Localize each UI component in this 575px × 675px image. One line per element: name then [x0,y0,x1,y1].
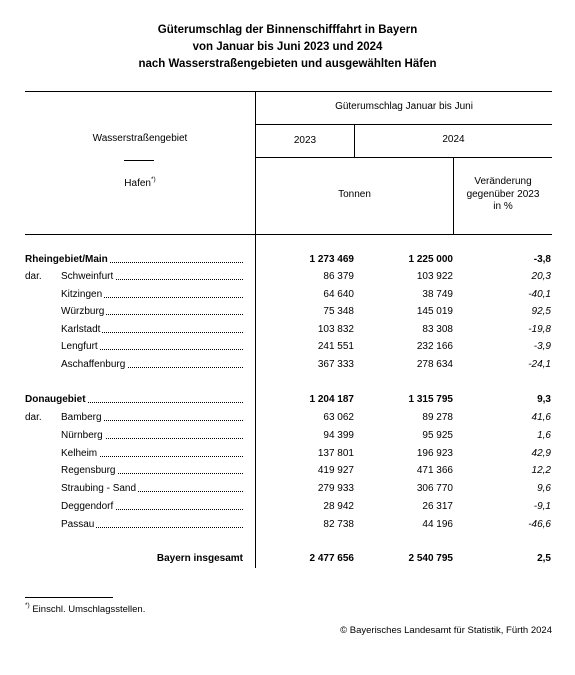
group-row-rhein [0,251,575,268]
port-name: Regensburg [61,465,116,476]
port-row-kitzingen [0,286,575,303]
value-2024: 103 922 [416,271,453,282]
port-name: Deggendorf [61,501,114,512]
row-prefix: dar. [25,271,42,282]
value-2024: 26 317 [422,501,453,512]
value-2023: 1 204 187 [309,394,354,405]
change-percent: 41,6 [531,412,551,423]
header-year-rule [256,157,552,158]
value-2023: 279 933 [317,483,354,494]
value-2023: 241 551 [317,341,354,352]
total-label: Bayern insgesamt [156,553,243,564]
value-2023: 63 062 [323,412,354,423]
value-2023: 103 832 [317,323,354,335]
value-2024: 145 019 [416,306,453,317]
value-2024: 2 540 795 [408,553,453,564]
port-row-nuernberg [0,427,575,444]
port-name: Straubing - Sand [61,483,137,494]
value-2024: 471 366 [416,465,453,476]
value-2024: 89 278 [422,412,453,423]
port-name: Kelheim [61,448,98,459]
port-row-deggendorf [0,498,575,515]
group-name: Rheingebiet/Main [25,254,108,265]
change-percent: -46,6 [528,519,551,530]
value-2024: 306 770 [416,483,453,494]
header-stub-bottom [25,178,255,189]
header-change-line-3: in % [493,201,513,212]
change-percent: 9,6 [537,483,551,494]
header-bottom-rule [25,234,552,235]
port-name: Nürnberg [61,430,103,441]
value-2023: 94 399 [323,430,354,441]
value-2024: 95 925 [422,430,453,441]
value-2024: 196 923 [416,448,453,459]
port-name: Kitzingen [61,288,103,300]
footnote-text: Einschl. Umschlagsstellen. [29,604,146,615]
change-percent: -9,1 [533,501,551,512]
change-percent: 2,5 [537,553,551,564]
port-name: Aschaffenburg [61,358,126,370]
value-2023: 86 379 [323,271,354,282]
header-top-rule [25,91,552,92]
footnote-rule [25,597,113,598]
port-name: Schweinfurt [61,271,114,282]
header-stub-top: Wasserstraßengebiet [92,133,188,144]
value-2023: 82 738 [323,519,354,530]
port-name: Lengfurt [61,341,98,352]
value-2024: 83 308 [422,323,453,335]
change-percent: 20,3 [531,271,551,282]
footnote [25,604,145,615]
change-percent: 42,9 [531,448,551,459]
port-row-aschaffenburg [0,356,575,373]
port-row-wuerzburg [0,303,575,320]
value-2024: 44 196 [422,519,453,530]
value-2023: 137 801 [317,448,354,459]
header-hafen-note: *) [150,176,156,183]
header-change [454,176,552,214]
port-row-schweinfurt [0,268,575,285]
port-name: Bamberg [61,412,102,423]
change-percent: -24,1 [528,358,551,370]
change-percent: -19,8 [528,323,551,335]
change-percent: -3,9 [533,341,551,352]
value-2023: 419 927 [317,465,354,476]
port-row-passau [0,516,575,533]
group-name: Donaugebiet [25,394,86,405]
port-row-regensburg [0,462,575,479]
change-percent: -3,8 [533,254,551,265]
header-group: Güterumschlag Januar bis Juni [335,101,473,112]
change-percent: 9,3 [537,394,551,405]
header-year-2024: 2024 [442,134,465,145]
value-2024: 38 749 [422,288,453,300]
change-percent: 1,6 [537,430,551,441]
value-2023: 28 942 [323,501,354,512]
footnote-mark: *) [25,602,30,609]
header-hafen: Hafen [124,178,151,189]
header-change-line-2: gegenüber 2023 [466,188,540,200]
copyright: © Bayerisches Landesamt für Statistik, Fürth 2024 [340,625,552,636]
port-name: Passau [61,519,95,530]
change-percent: -40,1 [528,288,551,300]
value-2023: 367 333 [317,358,354,370]
port-row-straubing-sand [0,480,575,497]
port-row-bamberg [0,409,575,426]
title-line-2: von Januar bis Juni 2023 und 2024 [192,41,383,53]
change-percent: 92,5 [531,306,551,317]
value-2024: 232 166 [416,341,453,352]
port-name: Karlstadt [61,323,101,335]
stub-divider [124,160,154,161]
group-row-donau [0,391,575,408]
value-2024: 1 225 000 [408,254,453,265]
port-row-kelheim [0,445,575,462]
header-group-rule [256,124,552,125]
port-row-karlstadt [0,321,575,338]
title-line-1: Güterumschlag der Binnenschifffahrt in Bayern [157,24,418,36]
value-2024: 278 634 [416,358,453,370]
title-line-3: nach Wasserstraßengebieten und ausgewählten Häfen [138,58,437,70]
value-2023: 1 273 469 [309,254,354,265]
header-unit: Tonnen [338,189,371,200]
value-2023: 64 640 [323,288,354,300]
change-percent: 12,2 [531,465,551,476]
header-change-line-1: Veränderung [474,176,532,187]
header-year-2023: 2023 [293,135,317,146]
value-2023: 2 477 656 [309,553,354,564]
value-2023: 75 348 [323,306,354,317]
table-title [0,22,575,73]
value-2024: 1 315 795 [408,394,453,405]
row-prefix: dar. [25,412,42,423]
port-row-lengfurt [0,338,575,355]
total-row [0,550,575,567]
port-name: Würzburg [61,306,105,317]
